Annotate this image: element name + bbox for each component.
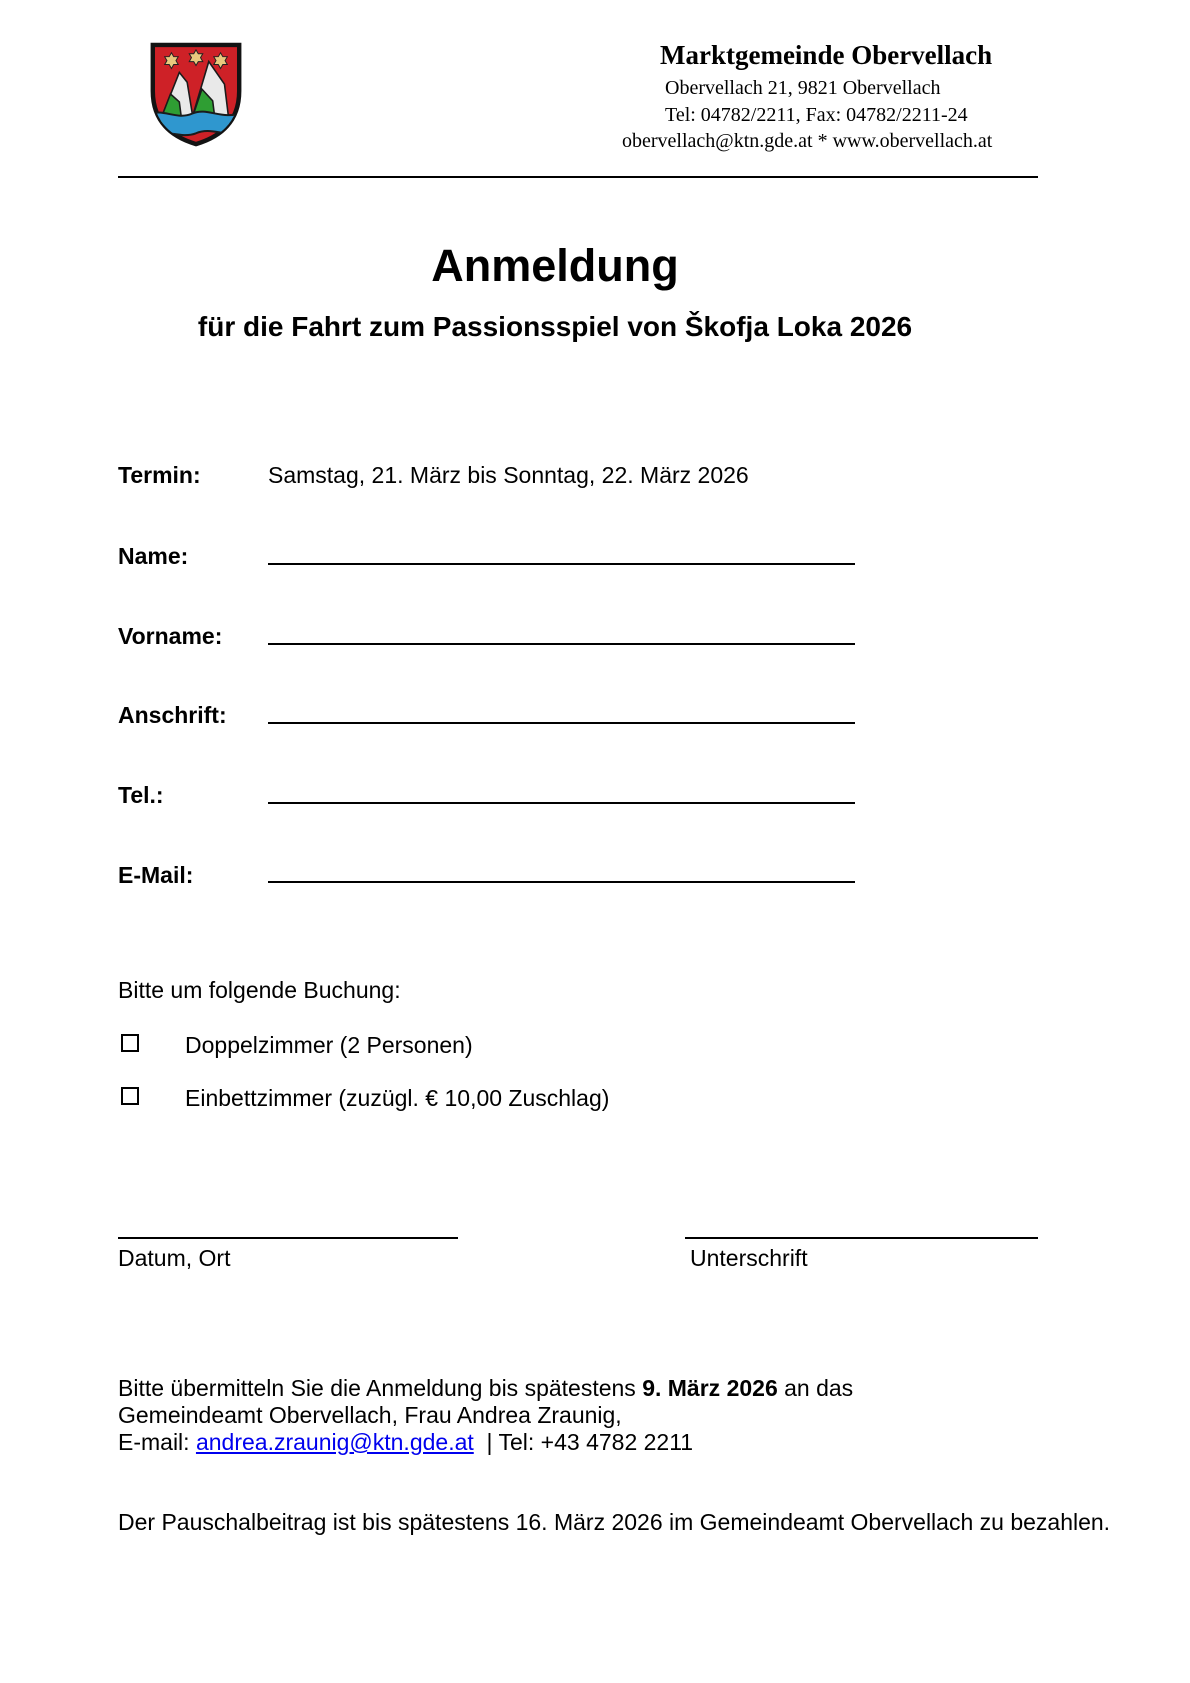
- option-label-doppelzimmer: Doppelzimmer (2 Personen): [185, 1032, 473, 1058]
- org-email-web: obervellach@ktn.gde.at * www.obervellach.at: [622, 130, 993, 152]
- signature-line-signature[interactable]: [685, 1237, 1038, 1239]
- field-line-name[interactable]: [268, 563, 855, 565]
- field-label-tel: Tel.:: [118, 782, 164, 808]
- termin-value: Samstag, 21. März bis Sonntag, 22. März 2026: [268, 462, 749, 488]
- field-line-anschrift[interactable]: [268, 722, 855, 724]
- field-label-name: Name:: [118, 543, 189, 569]
- submission-tel-suffix: | Tel: +43 4782 2211: [473, 1429, 694, 1455]
- submission-line1-before: Bitte übermitteln Sie die Anmeldung bis spätestens: [118, 1375, 643, 1401]
- field-line-tel[interactable]: [268, 802, 855, 804]
- page-subtitle: für die Fahrt zum Passionsspiel von Škofja Loka 2026: [197, 311, 913, 342]
- submission-deadline: 9. März 2026: [642, 1375, 778, 1401]
- submission-line1-after: an das: [777, 1375, 854, 1401]
- option-label-einbettzimmer: Einbettzimmer (zuzügl. € 10,00 Zuschlag): [185, 1085, 610, 1111]
- page-title: Anmeldung: [431, 240, 679, 291]
- checkbox-einbettzimmer[interactable]: [121, 1087, 139, 1105]
- submission-line2: Gemeindeamt Obervellach, Frau Andrea Zraunig,: [118, 1402, 622, 1428]
- checkbox-doppelzimmer[interactable]: [121, 1034, 139, 1052]
- org-tel-fax: Tel: 04782/2211, Fax: 04782/2211-24: [665, 104, 968, 126]
- termin-label: Termin:: [118, 462, 201, 488]
- payment-note: Der Pauschalbeitrag ist bis spätestens 16. März 2026 im Gemeindeamt Obervellach zu bezahlen.: [118, 1509, 1111, 1535]
- field-line-vorname[interactable]: [268, 643, 855, 645]
- submission-note: [118, 1375, 853, 1456]
- booking-intro: Bitte um folgende Buchung:: [118, 977, 401, 1003]
- date-place-label: Datum, Ort: [118, 1245, 231, 1271]
- field-label-anschrift: Anschrift:: [118, 702, 227, 728]
- submission-email-link[interactable]: andrea.zraunig@ktn.gde.at: [195, 1429, 474, 1455]
- signature-line-date-place[interactable]: [118, 1237, 458, 1239]
- signature-label: Unterschrift: [690, 1245, 808, 1271]
- org-name: Marktgemeinde Obervellach: [660, 40, 993, 70]
- field-label-vorname: Vorname:: [118, 623, 223, 649]
- obervellach-coat-of-arms-icon: [140, 40, 252, 148]
- submission-email-label: E-mail:: [118, 1429, 196, 1455]
- org-address: Obervellach 21, 9821 Obervellach: [665, 77, 941, 99]
- field-label-email: E-Mail:: [118, 862, 194, 888]
- field-line-email[interactable]: [268, 881, 855, 883]
- header-divider: [118, 176, 1038, 178]
